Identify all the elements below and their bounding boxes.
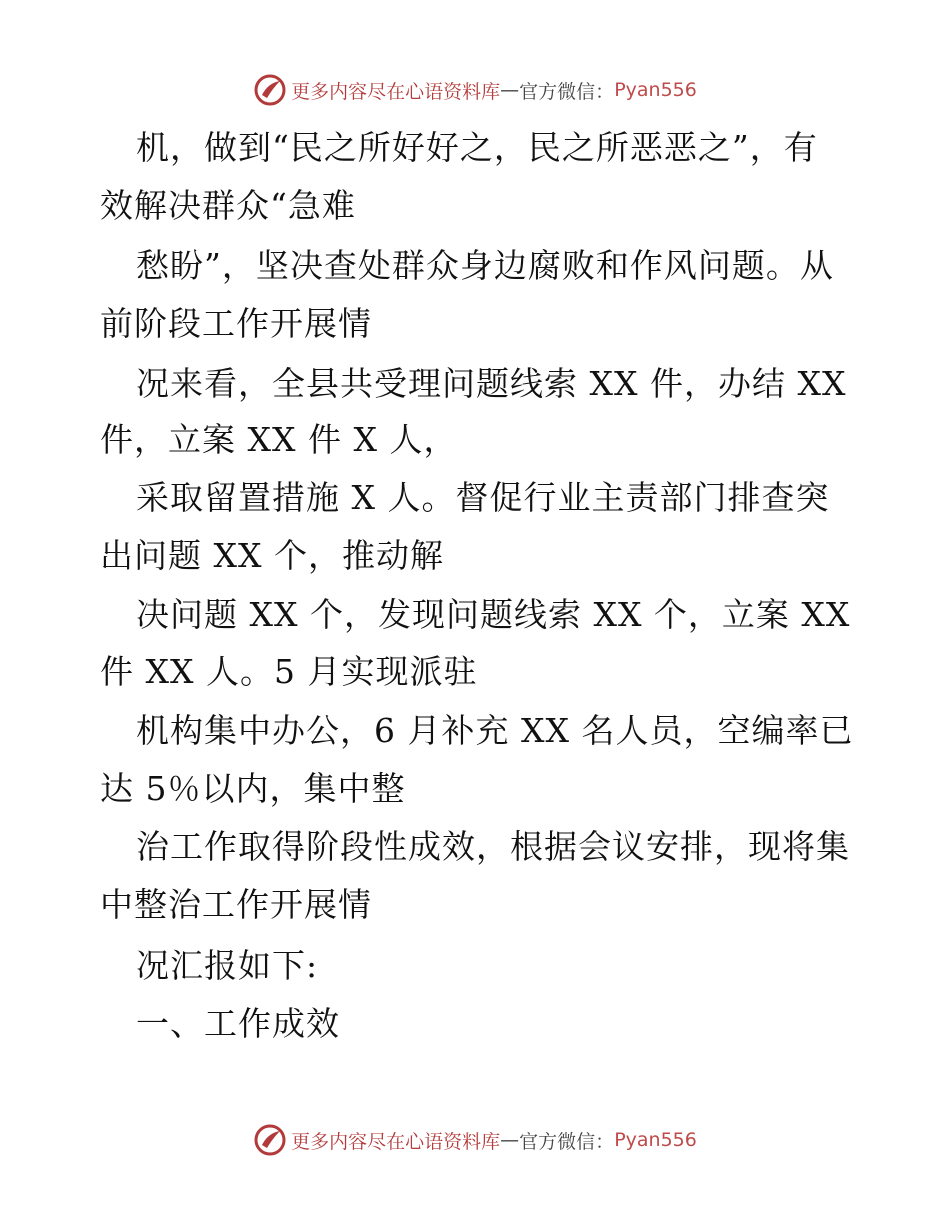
brush-logo-icon: [253, 1123, 287, 1157]
watermark-wechat-id: Pyan556: [614, 79, 697, 101]
body-line: 愁盼”，坚决查处群众身边腐败和作风问题。从: [136, 246, 834, 285]
body-line: 决问题 XX 个，发现问题线索 XX 个，立案 XX: [136, 595, 851, 634]
brush-logo-icon: [253, 73, 287, 107]
body-line: 况汇报如下:: [136, 946, 319, 985]
watermark-dash: —: [500, 79, 520, 101]
header-watermark: [0, 70, 950, 110]
watermark-wechat-label: 官方微信：: [519, 80, 615, 103]
section-heading: 一、工作成效: [136, 1004, 340, 1043]
body-line: 采取留置措施 X 人。督促行业主责部门排查突: [136, 478, 830, 517]
body-line: 出问题 XX 个，推动解: [100, 536, 444, 575]
watermark-wechat-label: 官方微信：: [519, 1130, 615, 1153]
footer-watermark: [0, 1120, 950, 1160]
body-line: 前阶段工作开展情: [100, 304, 372, 343]
body-line: 中整治工作开展情: [100, 885, 372, 924]
body-line: 治工作取得阶段性成效，根据会议安排，现将集: [136, 827, 850, 866]
body-line: 件，立案 XX 件 X 人，: [100, 420, 458, 459]
watermark-brand: 更多内容尽在心语资料库: [291, 80, 501, 103]
body-line: 达 5％以内，集中整: [100, 769, 406, 808]
watermark-wechat-id: Pyan556: [614, 1129, 697, 1151]
body-line: 机构集中办公，6 月补充 XX 名人员，空编率已: [136, 711, 854, 750]
body-line: 机，做到“民之所好好之，民之所恶恶之”，有: [136, 128, 818, 167]
body-line: 效解决群众“急难: [100, 186, 356, 225]
body-line: 件 XX 人。5 月实现派驻: [100, 652, 478, 691]
body-line: 况来看，全县共受理问题线索 XX 件，办结 XX: [136, 364, 847, 403]
watermark-brand: 更多内容尽在心语资料库: [291, 1130, 501, 1153]
watermark-dash: —: [500, 1129, 520, 1151]
